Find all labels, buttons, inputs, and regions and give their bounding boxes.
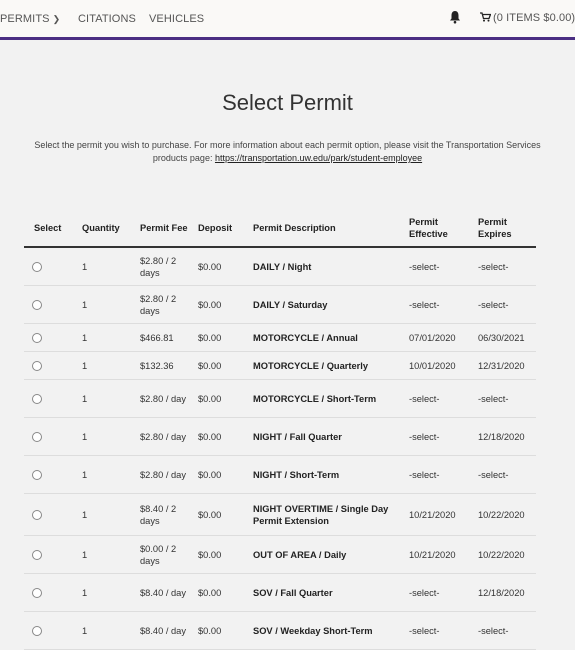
table-row <box>24 494 536 536</box>
permit-fee-cell: $2.80 / 2 days <box>140 255 177 278</box>
permit-select-radio[interactable] <box>32 550 42 560</box>
permit-fee-cell: $466.81 <box>140 332 174 343</box>
products-page-link[interactable]: https://transportation.uw.edu/park/student-employee <box>214 153 423 163</box>
table-row <box>24 286 536 324</box>
header-permit-effective: Permit Effective <box>409 216 448 239</box>
permit-effective-cell[interactable]: -select- <box>409 393 440 404</box>
permit-select-radio[interactable] <box>32 262 42 272</box>
table-row <box>24 418 536 456</box>
deposit-cell: $0.00 <box>198 509 222 520</box>
quantity-cell: 1 <box>82 431 88 442</box>
permit-table <box>24 209 536 650</box>
permit-description-cell: DAILY / Saturday <box>253 299 328 310</box>
permit-effective-cell[interactable]: -select- <box>409 299 440 310</box>
permit-expires-cell: 10/22/2020 <box>478 509 525 520</box>
table-row <box>24 574 536 612</box>
quantity-cell: 1 <box>82 299 88 310</box>
permit-expires-cell: 12/18/2020 <box>478 587 525 598</box>
permit-fee-cell: $2.80 / 2 days <box>140 293 177 316</box>
deposit-cell: $0.00 <box>198 549 222 560</box>
permit-description-cell: NIGHT / Fall Quarter <box>253 431 342 442</box>
quantity-cell: 1 <box>82 360 88 371</box>
header-deposit: Deposit <box>198 222 233 233</box>
permit-expires-cell[interactable]: -select- <box>478 261 509 272</box>
select-cell <box>32 574 42 611</box>
table-body <box>24 248 536 650</box>
select-cell <box>32 612 42 649</box>
header-permit-fee: Permit Fee <box>140 222 188 233</box>
quantity-cell: 1 <box>82 587 88 598</box>
deposit-cell: $0.00 <box>198 393 222 404</box>
permit-fee-cell: $8.40 / day <box>140 587 187 598</box>
quantity-cell: 1 <box>82 549 88 560</box>
permit-description-cell: MOTORCYCLE / Short-Term <box>253 393 377 404</box>
permit-effective-cell[interactable]: -select- <box>409 261 440 272</box>
select-cell <box>32 380 42 417</box>
quantity-cell: 1 <box>82 332 88 343</box>
permit-fee-cell: $8.40 / 2 days <box>140 503 177 526</box>
quantity-cell: 1 <box>82 625 88 636</box>
cart-link[interactable] <box>480 12 575 24</box>
permit-select-radio[interactable] <box>32 588 42 598</box>
table-row <box>24 324 536 352</box>
table-header <box>24 209 536 248</box>
permit-description-cell: SOV / Weekday Short-Term <box>253 625 373 636</box>
select-cell <box>32 536 42 573</box>
cart-summary: (0 ITEMS $0.00) <box>493 12 575 24</box>
permit-select-radio[interactable] <box>32 626 42 636</box>
permit-description-cell: OUT OF AREA / Daily <box>253 549 347 560</box>
permit-effective-cell: 10/01/2020 <box>409 360 456 371</box>
permit-description-cell: NIGHT / Short-Term <box>253 469 340 480</box>
permit-description-cell: MOTORCYCLE / Quarterly <box>253 360 369 371</box>
deposit-cell: $0.00 <box>198 261 222 272</box>
nav-vehicles-link[interactable]: VEHICLES <box>149 13 205 25</box>
nav-citations-link[interactable]: CITATIONS <box>78 13 136 25</box>
permit-select-radio[interactable] <box>32 510 42 520</box>
permit-description-cell: SOV / Fall Quarter <box>253 587 333 598</box>
deposit-cell: $0.00 <box>198 469 222 480</box>
permit-effective-cell: 07/01/2020 <box>409 332 456 343</box>
header-permit-expires: Permit Expires <box>478 216 512 239</box>
table-row <box>24 536 536 574</box>
permit-fee-cell: $2.80 / day <box>140 431 187 442</box>
permit-fee-cell: $2.80 / day <box>140 393 187 404</box>
intro-description: Select the permit you wish to purchase. For more information about each permit option, please visit the Transportation Services products page: <box>34 140 541 163</box>
page-title: Select Permit <box>222 90 353 115</box>
permit-select-radio[interactable] <box>32 361 42 371</box>
select-cell <box>32 286 42 323</box>
quantity-cell: 1 <box>82 509 88 520</box>
select-cell <box>32 248 42 285</box>
permit-effective-cell[interactable]: -select- <box>409 625 440 636</box>
permit-expires-cell: 06/30/2021 <box>478 332 525 343</box>
table-row <box>24 612 536 650</box>
select-cell <box>32 418 42 455</box>
nav-permits-menu[interactable] <box>0 13 60 25</box>
header-quantity: Quantity <box>82 222 120 233</box>
nav-permits-label: PERMITS <box>0 13 50 25</box>
quantity-cell: 1 <box>82 261 88 272</box>
permit-select-radio[interactable] <box>32 300 42 310</box>
table-row <box>24 456 536 494</box>
permit-expires-cell: 12/18/2020 <box>478 431 525 442</box>
permit-expires-cell[interactable]: -select- <box>478 393 509 404</box>
permit-effective-cell[interactable]: -select- <box>409 431 440 442</box>
permit-expires-cell[interactable]: -select- <box>478 469 509 480</box>
table-row <box>24 352 536 380</box>
permit-select-radio[interactable] <box>32 394 42 404</box>
permit-fee-cell: $132.36 <box>140 360 174 371</box>
header-select: Select <box>34 222 62 233</box>
deposit-cell: $0.00 <box>198 332 222 343</box>
permit-expires-cell[interactable]: -select- <box>478 299 509 310</box>
permit-description-cell: MOTORCYCLE / Annual <box>253 332 358 343</box>
permit-description-cell: DAILY / Night <box>253 261 312 272</box>
top-navigation <box>0 0 575 40</box>
permit-effective-cell[interactable]: -select- <box>409 587 440 598</box>
permit-effective-cell: 10/21/2020 <box>409 549 456 560</box>
deposit-cell: $0.00 <box>198 431 222 442</box>
permit-fee-cell: $0.00 / 2 days <box>140 543 177 566</box>
deposit-cell: $0.00 <box>198 625 222 636</box>
deposit-cell: $0.00 <box>198 360 222 371</box>
permit-effective-cell[interactable]: -select- <box>409 469 440 480</box>
quantity-cell: 1 <box>82 469 88 480</box>
permit-description-cell: NIGHT OVERTIME / Single Day Permit Extension <box>253 503 389 526</box>
bell-icon[interactable] <box>449 10 461 24</box>
permit-select-radio[interactable] <box>32 432 42 442</box>
header-permit-description: Permit Description <box>253 222 336 233</box>
table-row <box>24 248 536 286</box>
table-row <box>24 380 536 418</box>
permit-expires-cell[interactable]: -select- <box>478 625 509 636</box>
permit-fee-cell: $8.40 / day <box>140 625 187 636</box>
permit-expires-cell: 10/22/2020 <box>478 549 525 560</box>
select-cell <box>32 352 42 379</box>
quantity-cell: 1 <box>82 393 88 404</box>
chevron-down-icon: ❯ <box>52 14 61 24</box>
deposit-cell: $0.00 <box>198 299 222 310</box>
cart-icon <box>480 12 491 22</box>
intro-text <box>20 139 555 165</box>
permit-select-radio[interactable] <box>32 470 42 480</box>
select-cell <box>32 456 42 493</box>
select-cell <box>32 494 42 535</box>
permit-select-radio[interactable] <box>32 333 42 343</box>
deposit-cell: $0.00 <box>198 587 222 598</box>
permit-fee-cell: $2.80 / day <box>140 469 187 480</box>
permit-expires-cell: 12/31/2020 <box>478 360 525 371</box>
select-cell <box>32 324 42 351</box>
permit-effective-cell: 10/21/2020 <box>409 509 456 520</box>
